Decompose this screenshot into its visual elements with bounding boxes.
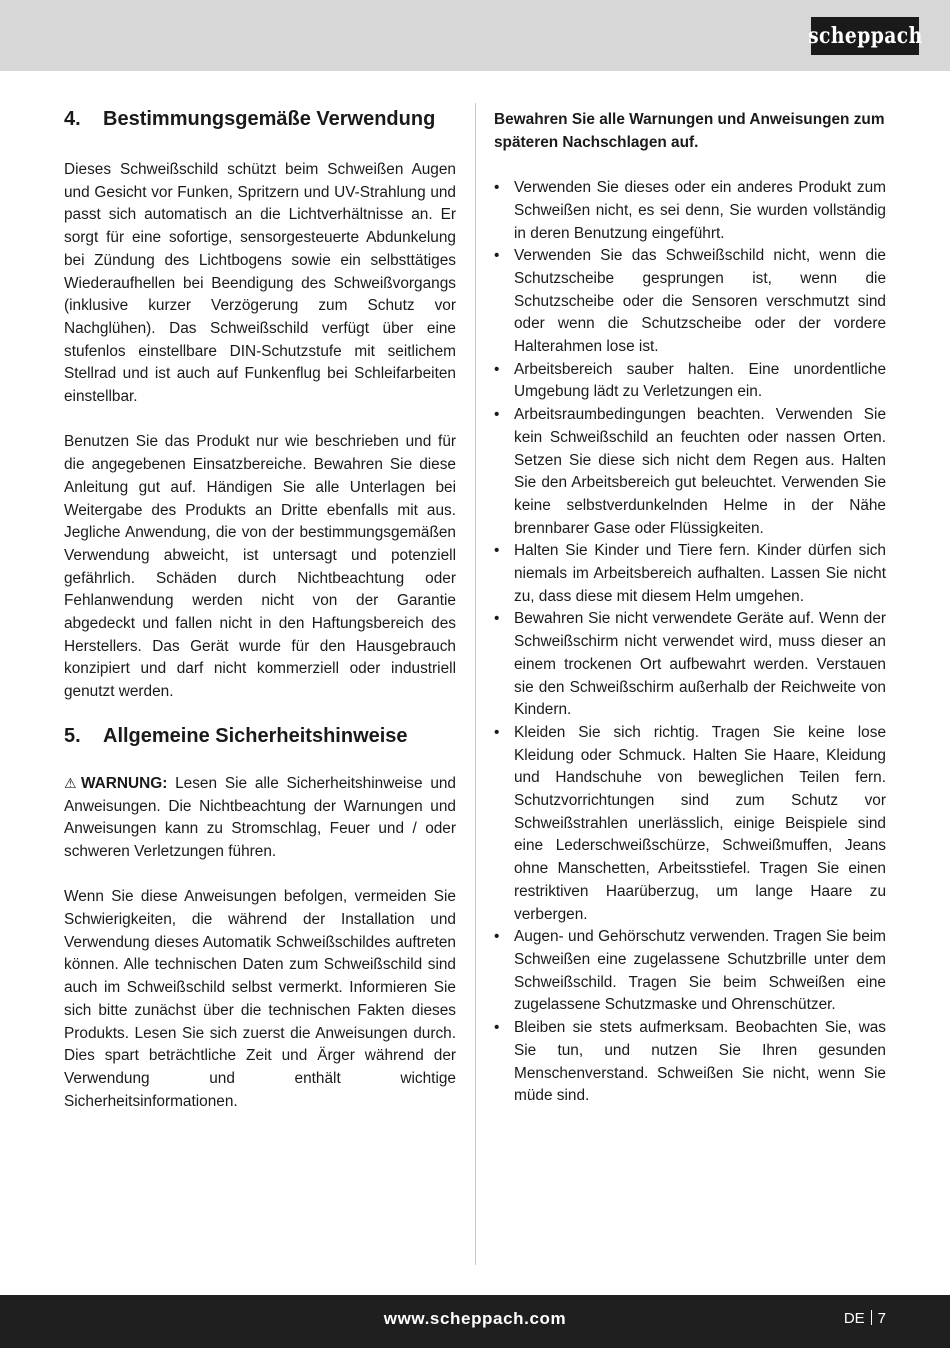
safety-list-item-text: Arbeitsraumbedingungen beachten. Verwenden Sie kein Schweißschild an feuchten oder nassen Orten. Setzen Sie diese sich nicht dem Regen aus. Halten Sie den Arbeitsbereich gut beleuchtet. Verwenden Sie keine selbstverdunkelnden Helme in der Nähe brennbarer Gase oder Flüssigkeiten. (514, 406, 886, 537)
safety-list-item (494, 722, 886, 926)
safety-list-item (494, 359, 886, 404)
safety-list-item (494, 926, 886, 1017)
section-4-title: Bestimmungsgemäße Verwendung (103, 108, 436, 130)
bullet-icon: • (494, 247, 500, 265)
safety-list-item-text: Kleiden Sie sich richtig. Tragen Sie keine lose Kleidung oder Schmuck. Halten Sie Haare, Kleidung und Handschuhe von beweglichen Teilen fern. Schutzvorrichtungen sind zum Schutz vor Schweißstrahlen unerlässlich, einige Beispiele sind eine Lederschweißschürze, Schweißmuffen, Jeans ohne Manschetten, Arbeitsstiefel. Tragen Sie einen restriktiven Haarüberzug, um lange Haare zu verbergen. (514, 723, 886, 923)
warning-paragraph (64, 772, 456, 864)
page-separator (871, 1310, 872, 1325)
page-header (0, 0, 950, 71)
bullet-icon: • (494, 928, 500, 946)
safety-list-item-text: Verwenden Sie dieses oder ein anderes Produkt zum Schweißen nicht, es sei denn, Sie wurden vollständig in deren Benutzung eingeführt. (514, 179, 886, 242)
brand-logo (807, 17, 923, 55)
section-5 (64, 723, 456, 1114)
left-column (64, 100, 456, 1113)
section-5-title: Allgemeine Sicherheitshinweise (103, 724, 408, 747)
safety-list-item-text: Verwenden Sie das Schweißschild nicht, wenn die Schutzscheibe gesprungen ist, wenn die Schutzscheibe oder die Sensoren verschmutzt sind oder wenn die Schutzscheibe oder der vordere Halterahmen lose ist. (514, 247, 886, 356)
safety-list-item (494, 177, 886, 245)
section-4-paragraph-2: Benutzen Sie das Produkt nur wie beschrieben und für die angegebenen Einsatzbereiche. Bewahren Sie diese Anleitung gut auf. Händigen Sie alle Unterlagen bei Weitergabe des Produkts an Dritte ebenfalls mit aus. Jegliche Anwendung, die von der bestimmungsgemäßen Verwendung abweicht, ist untersagt und potenziell gefährlich. Schäden durch Nichtbeachtung oder Fehlanwendung werden nicht von der Garantie abgedeckt und fallen nicht in den Haftungsbereich des Herstellers. Das Gerät wurde für den Hausgebrauch konzipiert und darf nicht kommerziell oder industriell genutzt werden. (64, 433, 456, 701)
bullet-icon: • (494, 179, 500, 197)
bullet-icon: • (494, 1019, 500, 1037)
section-5-number: 5. (64, 724, 81, 747)
safety-list-item-text: Bewahren Sie nicht verwendete Geräte auf. Wenn der Schweißschirm nicht verwendet wird, muss dieser an einem trockenen Ort aufbewahrt werden. Verstauen sie den Schweißschirm außerhalb der Reichweite von Kindern. (514, 610, 886, 719)
safety-list-item (494, 404, 886, 540)
column-divider (475, 103, 476, 1265)
right-column (494, 100, 886, 1108)
bullet-icon: • (494, 610, 500, 628)
section-4-paragraph-1: Dieses Schweißschild schützt beim Schweißen Augen und Gesicht vor Funken, Spritzern und UV-Strahlung und passt sich automatisch an die Lichtverhältnisse an. Er sorgt für eine sofortige, sensorgesteuerte Abdunkelung bei Zündung des Lichtbogens sowie ein selbsttätiges Wiederaufhellen bei Beendigung des Schweißvorgangs (inklusive kurzer Verzögerung zum Schutz vor Nachglühen). Das Schweißschild verfügt über eine stufenlos einstellbare DIN-Schutzstufe mit seitlichem Stellrad und ist auch auf Funkenflug bei Schleifarbeiten einstellbar. (64, 161, 456, 406)
bullet-icon: • (494, 406, 500, 424)
bullet-icon: • (494, 542, 500, 560)
language-code: DE (843, 1310, 865, 1327)
safety-list-item (494, 540, 886, 608)
section-4-heading (64, 106, 456, 132)
page-number: 7 (877, 1310, 886, 1327)
section-5-paragraph-2: Wenn Sie diese Anweisungen befolgen, vermeiden Sie Schwierigkeiten, die während der Installation und Verwendung dieses Automatik Schweißschildes auftreten können. Alle technischen Daten zum Schweißschild sind auch im Schweißschild selbst vermerkt. Informieren Sie sich bitte zunächst über die technischen Fakten dieses Produkts. Lesen Sie sich zuerst die Anweisungen durch. Dies spart beträchtliche Zeit und Ärger während der Verwendung und enthält wichtige Sicherheitsinformationen. (64, 888, 456, 1110)
safety-list-item-text: Arbeitsbereich sauber halten. Eine unordentliche Umgebung lädt zu Verletzungen ein. (514, 360, 886, 401)
warning-label: WARNUNG: (81, 774, 168, 792)
safety-list-item-text: Halten Sie Kinder und Tiere fern. Kinder dürfen sich niemals im Arbeitsbereich aufhalten. Lassen Sie nicht zu, dass diese mit diesem Helm umgehen. (514, 542, 886, 605)
brand-logo-text: scheppach (807, 23, 923, 49)
warning-triangle-icon: ⚠ (64, 774, 77, 791)
warning-text: Lesen Sie alle Sicherheitshinweise und Anweisungen. Die Nichtbeachtung der Warnungen und Anweisungen kann zu Stromschlag, Feuer und / oder schweren Verletzungen führen. (64, 774, 456, 860)
section-4-number: 4. (64, 108, 81, 130)
section-4 (64, 106, 456, 704)
safety-list-item (494, 245, 886, 359)
bullet-icon: • (494, 723, 500, 741)
safety-list-item-text: Bleiben sie stets aufmerksam. Beobachten Sie, was Sie tun, und nutzen Sie Ihren gesunden Menschenverstand. Schweißen Sie nicht, wenn Sie müde sind. (514, 1019, 886, 1105)
keep-instructions-lead: Bewahren Sie alle Warnungen und Anweisungen zum späteren Nachschlagen auf. (494, 111, 885, 151)
bullet-icon: • (494, 360, 500, 378)
section-5-heading (64, 723, 456, 749)
safety-list-item (494, 1017, 886, 1108)
safety-list-item (494, 608, 886, 722)
page-indicator (844, 1310, 886, 1327)
page-footer (0, 1295, 950, 1348)
safety-list-item-text: Augen- und Gehörschutz verwenden. Tragen Sie beim Schweißen eine zugelassene Schutzbrille unter dem Schweißschild. Tragen Sie beim Schweißen eine zugelassene Schutzmaske und Ohrenschützer. (514, 928, 886, 1014)
safety-list (494, 177, 886, 1108)
footer-website-link[interactable]: www.scheppach.com (383, 1309, 567, 1328)
